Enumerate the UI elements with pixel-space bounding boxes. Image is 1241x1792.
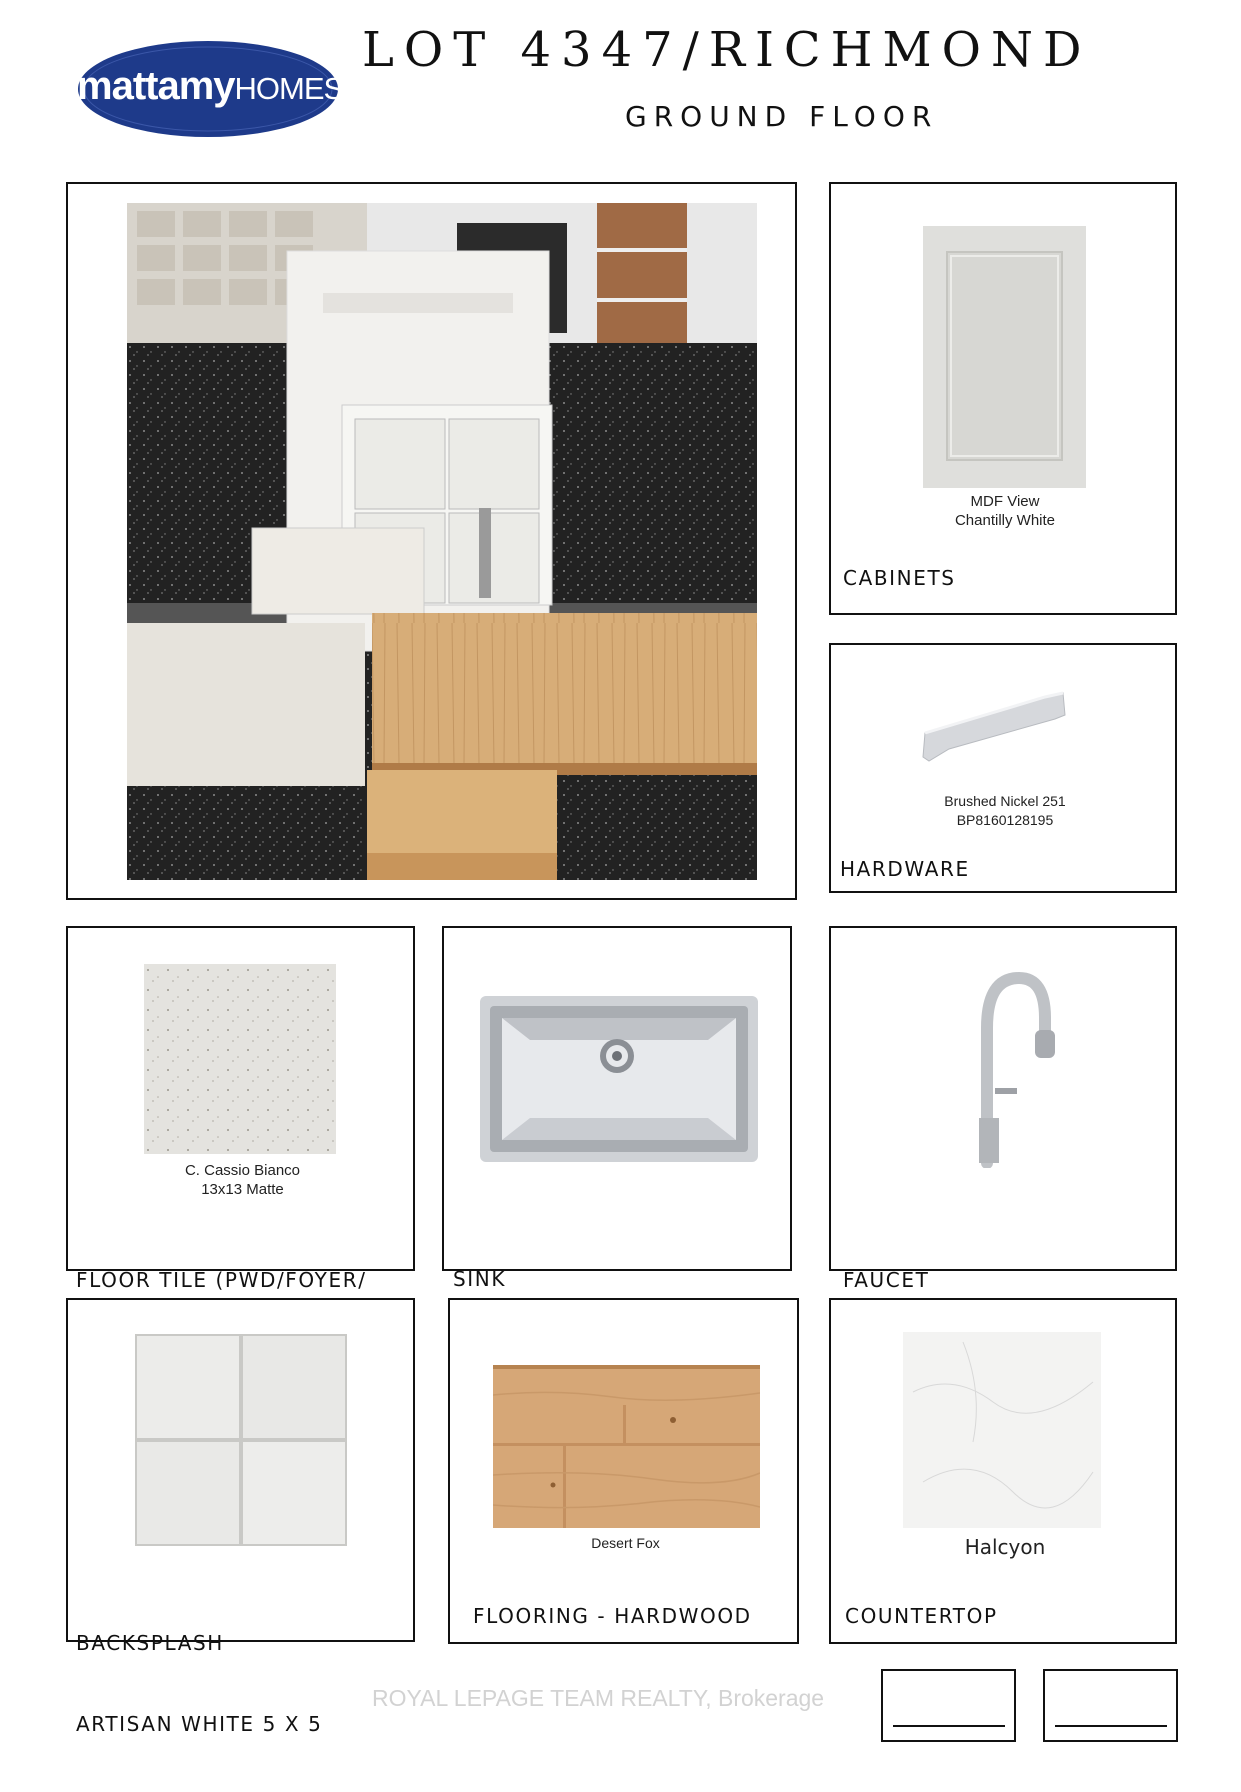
backsplash-tile bbox=[66, 1298, 415, 1736]
cabinets-tile bbox=[829, 182, 1177, 615]
flooring-caption: Desert Fox bbox=[591, 1535, 660, 1551]
cabinets-caption-2: Chantilly White bbox=[954, 512, 1056, 529]
floor-tile-swatch bbox=[144, 964, 336, 1154]
backsplash-swatch bbox=[135, 1334, 347, 1546]
hardware-caption-2: BP8160128195 bbox=[956, 812, 1054, 828]
signature-line-2 bbox=[1055, 1725, 1167, 1727]
backsplash-label-2: ARTISAN WHITE 5 X 5 bbox=[76, 1712, 323, 1736]
logo-text-sub: HOMES bbox=[234, 71, 344, 106]
pull-handle-swatch bbox=[917, 685, 1077, 765]
brokerage-watermark: ROYAL LEPAGE TEAM REALTY, Brokerage bbox=[372, 1685, 825, 1711]
countertop-caption: Halcyon bbox=[964, 1535, 1046, 1559]
sink-swatch bbox=[480, 996, 758, 1162]
floor-tile-caption-1: C. Cassio Bianco bbox=[184, 1162, 301, 1179]
cabinet-door-swatch bbox=[923, 226, 1086, 488]
quartz-swatch bbox=[903, 1332, 1101, 1528]
faucet-label-1: FAUCET bbox=[843, 1268, 930, 1292]
signature-line-1 bbox=[893, 1725, 1005, 1727]
cabinets-caption-1: MDF View bbox=[970, 493, 1040, 510]
brand-logo bbox=[77, 40, 344, 138]
flooring-label: FLOORING - HARDWOOD bbox=[473, 1604, 752, 1628]
finish-board-photo bbox=[127, 203, 757, 880]
hardware-tile bbox=[829, 643, 1177, 893]
faucet-tile bbox=[829, 926, 1177, 1292]
floor-tile-tile bbox=[66, 926, 415, 1292]
sink-tile bbox=[442, 926, 792, 1291]
backsplash-label-1: BACKSPLASH bbox=[76, 1631, 224, 1655]
faucet-swatch bbox=[959, 968, 1059, 1168]
finish-board-photo-frame bbox=[66, 182, 797, 900]
page-title: LOT 4347/RICHMOND bbox=[362, 22, 1092, 78]
hardware-label: HARDWARE bbox=[840, 857, 970, 881]
logo-text-main: mattamy bbox=[77, 64, 235, 108]
flooring-tile bbox=[448, 1298, 799, 1644]
hardwood-swatch bbox=[493, 1365, 760, 1528]
hardware-caption-1: Brushed Nickel 251 bbox=[944, 793, 1066, 809]
initials-box-1[interactable] bbox=[881, 1669, 1016, 1742]
countertop-label: COUNTERTOP bbox=[845, 1604, 998, 1628]
cabinets-label: CABINETS bbox=[843, 566, 956, 590]
page-subtitle: GROUND FLOOR bbox=[625, 100, 939, 133]
floor-tile-label-1: FLOOR TILE (PWD/FOYER/ bbox=[76, 1268, 367, 1292]
sink-label-1: SINK bbox=[453, 1267, 507, 1291]
countertop-tile bbox=[829, 1298, 1177, 1644]
initials-box-2[interactable] bbox=[1043, 1669, 1178, 1742]
floor-tile-caption-2: 13x13 Matte bbox=[201, 1181, 284, 1198]
